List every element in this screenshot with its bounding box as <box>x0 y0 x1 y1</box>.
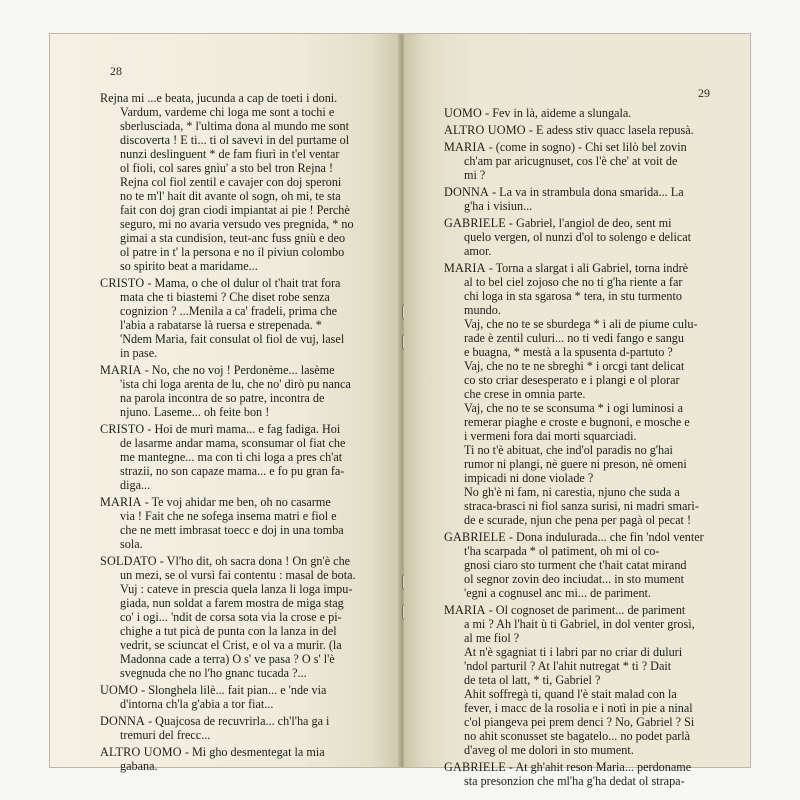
dialogue-paragraph <box>100 276 368 360</box>
line-text: amor. <box>464 244 492 258</box>
line-text: g'ha i visiun... <box>464 199 533 213</box>
dialogue-paragraph <box>100 422 368 492</box>
text-line <box>444 289 734 303</box>
line-text: mi ? <box>464 168 486 182</box>
line-text: mata che ti biastemi ? Che diset robe senza <box>120 290 330 304</box>
line-text: al to bel ciel zojoso che no ti g'ha riente a far <box>464 275 683 289</box>
text-line <box>444 429 734 443</box>
text-line: DONNA - Quajcosa de recuvrirla... ch'l'ha ga i <box>100 714 330 728</box>
speaker-name: MARIA <box>444 261 486 275</box>
line-text: 'Ndem Maria, fait consulat ol fiol de vuj, lasel <box>120 332 345 346</box>
text-line: DONNA - La va in strambula dona smarida... La <box>444 185 684 199</box>
line-text: sberlusciada, * l'ultima dona al mundo me sont <box>120 119 349 133</box>
dialogue-paragraph <box>100 554 368 680</box>
text-line <box>100 332 368 346</box>
line-text: rumor ni plangi, nè guere ni preson, nè omeni <box>464 457 687 471</box>
text-line <box>100 537 368 551</box>
text-line: MARIA - Ol cognoset de pariment... de pariment <box>444 603 686 617</box>
text-line: CRISTO - Hoi de murì mama... e fag fadiga. Hoi <box>100 422 341 436</box>
line-text: 'ndol parturil ? At l'ahit nutregat * ti ? Dait <box>464 659 672 673</box>
text-line <box>444 572 734 586</box>
text-line <box>444 275 734 289</box>
line-text: strazii, no son capaze mama... e fo pu gran fa- <box>120 464 345 478</box>
line-text: gabana. <box>120 759 158 773</box>
left-page <box>50 34 400 773</box>
text-line <box>100 133 368 147</box>
text-line <box>444 499 734 513</box>
text-line <box>100 450 368 464</box>
line-text: no ahit sconusset ste bagatelo... no podet parlà <box>464 729 691 743</box>
text-line <box>444 687 734 701</box>
line-text: t'ha scarpada * ol patiment, oh mi ol co- <box>464 544 660 558</box>
dialogue-paragraph <box>444 106 734 120</box>
line-text: gimai a sta cundision, teut-anc fuss gniù e deo <box>120 231 346 245</box>
text-line <box>100 147 368 161</box>
line-text: fait con doj gran ciodi impiantat ai pie ! Perchè <box>120 203 350 217</box>
text-line <box>100 231 368 245</box>
line-text: d'aveg ol me dolori in sto mument. <box>464 743 634 757</box>
text-line <box>444 168 734 182</box>
line-text: e buagna, * mestà a la spusenta d-partuto ? <box>464 345 673 359</box>
line-text: discoverta ! E ti... ti ol savevi in del purtame ol <box>120 133 350 147</box>
dialogue-paragraph <box>100 745 368 773</box>
text-line <box>100 759 368 773</box>
text-line <box>100 568 368 582</box>
text-line <box>100 119 368 133</box>
text-line <box>100 624 368 638</box>
dialogue-paragraph <box>444 760 734 788</box>
text-line: SOLDATO - Vl'ho dit, oh sacra dona ! On gn'è che <box>100 554 351 568</box>
line-text: Madonna cade a terra) O s' ve pasa ? O s' l'è <box>120 652 335 666</box>
line-text: rade è zentil culuri... no ti vedi fango e sangu <box>464 331 684 345</box>
line-text: Ti no t'è abituat, che ind'ol paradis no g'hai <box>464 443 673 457</box>
line-text: sta presonzion che ml'ha g'ha dedat ol strapa- <box>464 774 685 788</box>
line-text: Fev in là, aideme a slungala. <box>492 106 632 120</box>
dialogue-paragraph <box>444 603 734 757</box>
line-text: E adess stiv quacc lasela repusà. <box>535 123 694 137</box>
dialogue-paragraph <box>444 261 734 527</box>
dialogue-paragraph <box>444 140 734 182</box>
text-line <box>100 391 368 405</box>
line-text: Rejna col fiol zentil e cavajer con doj speroni <box>120 175 342 189</box>
line-text: Vaj, che no te se sburdega * i ali de piume culu- <box>464 317 698 331</box>
text-line <box>444 359 734 373</box>
line-text: ol fioli, col sares gnìu' a sto bel tron Rejna ! <box>120 161 334 175</box>
text-line <box>444 401 734 415</box>
line-text: c'ol piangeva pei prem denci ? No, Gabriel ? Si <box>464 715 695 729</box>
line-text: Slonghela lilè... fait pian... e 'nde via <box>148 683 327 697</box>
left-page-text <box>100 91 368 776</box>
line-text: 'ista chi loga arenta de lu, che no' dirò pu nanca <box>120 377 351 391</box>
text-line: GABRIELE - At gh'ahit reson Maria... perdoname <box>444 760 692 774</box>
text-line <box>100 582 368 596</box>
dialogue-paragraph <box>444 123 734 137</box>
line-text: ch'am par aricugnuset, cos l'è che' at voit de <box>464 154 678 168</box>
dialogue-paragraph <box>100 683 368 711</box>
text-line: UOMO - Slonghela lilè... fait pian... e 'nde via <box>100 683 327 697</box>
text-line <box>100 478 368 492</box>
speaker-name: DONNA <box>444 185 490 199</box>
line-text: diga... <box>120 478 151 492</box>
line-text: At n'è sgagniat ti i labri par no criar di duluri <box>464 645 683 659</box>
line-text: via ! Fait che ne sofega insema matri e fiol e <box>120 509 337 523</box>
line-text: un mezi, se ol vursì fai contentu : masal de bota. <box>120 568 356 582</box>
line-text: cognizion ? ...Menila a ca' fradeli, prima che <box>120 304 338 318</box>
text-line: GABRIELE - Gabriel, l'angiol de deo, sent mi <box>444 216 672 230</box>
line-text: svegnuda che no l'ho gnanc tucada ?... <box>120 666 307 680</box>
line-text: quelo vergen, ol nunzi d'ol to solengo e delicat <box>464 230 692 244</box>
line-text: l'abia a rabatarse là ruersa e strepenada. * <box>120 318 322 332</box>
speaker-name: CRISTO <box>100 422 145 436</box>
text-line <box>100 189 368 203</box>
speaker-name: GABRIELE <box>444 530 506 544</box>
dialogue-paragraph <box>100 495 368 551</box>
line-text: Dona indulurada... che fin 'ndol venter <box>516 530 704 544</box>
speaker-name: CRISTO <box>100 276 145 290</box>
line-text: Quajcosa de recuvrirla... ch'l'ha ga i <box>155 714 330 728</box>
line-text: Vl'ho dit, oh sacra dona ! On gn'è che <box>166 554 351 568</box>
line-text: ol segnor zovin deo inciudat... in sto mument <box>464 572 685 586</box>
text-line <box>100 523 368 537</box>
text-line <box>444 154 734 168</box>
text-line <box>100 666 368 680</box>
text-line: ALTRO UOMO - Mi gho desmentegat la mia <box>100 745 325 759</box>
text-line <box>444 230 734 244</box>
speaker-name: DONNA <box>100 714 146 728</box>
text-line <box>444 373 734 387</box>
line-text: Torna a slargat i ali Gabriel, torna indrè <box>495 261 689 275</box>
line-text: na parola incontra de so patre, incontra de <box>120 391 325 405</box>
line-text: so spirito beat a maridame... <box>120 259 258 273</box>
dialogue-paragraph <box>444 185 734 213</box>
text-line <box>444 513 734 527</box>
text-line <box>444 743 734 757</box>
line-text: Vaj, che no te ne sbreghi * i orcgi tant delicat <box>464 359 685 373</box>
text-line <box>444 558 734 572</box>
text-line <box>444 443 734 457</box>
line-text: de e scurade, njun che pena per pagà ol pecat ! <box>464 513 692 527</box>
text-line <box>100 697 368 711</box>
text-line: CRISTO - Mama, o che ol dulur ol t'hait trat fora <box>100 276 341 290</box>
text-line <box>100 377 368 391</box>
text-line <box>100 245 368 259</box>
line-text: fever, i macc de la rosolia e i notì in pie a ninal <box>464 701 693 715</box>
line-text: seguro, mi no avaria versudo ves pregnida, * no <box>120 217 354 231</box>
speaker-name: MARIA <box>444 140 486 154</box>
line-text: Hoi de murì mama... e fag fadiga. Hoi <box>154 422 341 436</box>
text-line <box>444 485 734 499</box>
line-text: Vuj : cateve in prescia quela lanza li loga impu- <box>120 582 353 596</box>
text-line: ALTRO UOMO - E adess stiv quacc lasela repusà. <box>444 123 694 137</box>
line-text: No, che no voj ! Perdonème... lasème <box>151 363 335 377</box>
text-line <box>444 715 734 729</box>
text-line <box>100 290 368 304</box>
line-text: i vermeni fora dai morti squarciadi. <box>464 429 637 443</box>
line-text: La va in strambula dona smarida... La <box>499 185 684 199</box>
speaker-name: UOMO <box>444 106 483 120</box>
text-line <box>444 331 734 345</box>
line-text: che ne mett imbrasat toecc e doj in una tomba <box>120 523 344 537</box>
text-line <box>444 729 734 743</box>
text-line <box>100 304 368 318</box>
text-line <box>444 345 734 359</box>
text-line <box>444 774 734 788</box>
right-page-text <box>444 106 734 791</box>
speaker-name: ALTRO UOMO <box>444 123 526 137</box>
text-line <box>100 405 368 419</box>
text-line <box>444 415 734 429</box>
text-line <box>100 203 368 217</box>
line-text: Gabriel, l'angiol de deo, sent mi <box>516 216 672 230</box>
text-line <box>100 346 368 360</box>
text-line <box>444 631 734 645</box>
text-line <box>100 175 368 189</box>
line-text: (come in sogno) - Chi set lilò bel zovin <box>495 140 687 154</box>
text-line <box>444 645 734 659</box>
line-text: Ol cognoset de pariment... de pariment <box>495 603 686 617</box>
text-line <box>444 317 734 331</box>
text-line <box>100 91 368 105</box>
speaker-name: UOMO <box>100 683 139 697</box>
speaker-name: MARIA <box>100 363 142 377</box>
text-line <box>444 544 734 558</box>
speaker-name: ALTRO UOMO <box>100 745 182 759</box>
dialogue-paragraph <box>100 714 368 742</box>
text-line <box>444 457 734 471</box>
speaker-name: MARIA <box>444 603 486 617</box>
page-number-left: 28 <box>110 64 122 78</box>
line-text: che crese in omnia parte. <box>464 387 586 401</box>
line-text: impicadi ni done violade ? <box>464 471 594 485</box>
text-line <box>100 652 368 666</box>
text-line <box>444 673 734 687</box>
line-text: remerar piaghe e croste e bugnoni, e mosche e <box>464 415 690 429</box>
text-line <box>444 586 734 600</box>
text-line <box>444 244 734 258</box>
line-text: straca-brasci ni fiol sanza surisi, ni madri smarì- <box>464 499 699 513</box>
dialogue-paragraph <box>100 363 368 419</box>
line-text: chi loga in sta sgarosa * tera, in stu turmento <box>464 289 682 303</box>
line-text: njuno. Laseme... oh feite bon ! <box>120 405 270 419</box>
line-text: At gh'ahit reson Maria... perdoname <box>515 760 692 774</box>
speaker-name: SOLDATO <box>100 554 157 568</box>
line-text: Rejna mi ...e beata, jucunda a cap de toeti i doni. <box>100 91 338 105</box>
text-line: MARIA - (come in sogno) - Chi set lilò bel zovin <box>444 140 687 154</box>
line-text: Vardum, vardeme chi loga me sont a tochi e <box>120 105 335 119</box>
text-line <box>100 436 368 450</box>
line-text: de lasarme andar mama, sconsumar ol fiat che <box>120 436 346 450</box>
line-text: mundo. <box>464 303 501 317</box>
line-text: ol patre in t' la persona e no il piviun colombo <box>120 245 345 259</box>
line-text: 'egni a cognusel anc mi... de pariment. <box>464 586 651 600</box>
text-line <box>100 638 368 652</box>
text-line <box>444 701 734 715</box>
text-line: MARIA - Te voj ahidar me ben, oh no casarme <box>100 495 331 509</box>
text-line: MARIA - No, che no voj ! Perdonème... lasème <box>100 363 335 377</box>
text-line <box>444 617 734 631</box>
speaker-name: MARIA <box>100 495 142 509</box>
right-page <box>404 34 750 788</box>
line-text: de teta ol latt, * ti, Gabriel ? <box>464 673 601 687</box>
line-text: Mama, o che ol dulur ol t'hait trat fora <box>154 276 341 290</box>
line-text: me mantegne... ma con ti chi loga a pres ch'at <box>120 450 343 464</box>
line-text: nunzi deslinguent * de fam fiurì in t'el ventar <box>120 147 340 161</box>
text-line <box>444 659 734 673</box>
dialogue-paragraph <box>444 216 734 258</box>
line-text: a mi ? Ah l'hait ù ti Gabriel, in dol venter grosì, <box>464 617 695 631</box>
speaker-name: GABRIELE <box>444 760 506 774</box>
page-number-right: 29 <box>698 86 710 100</box>
line-text: giada, nun soldat a farem mostra de miga stag <box>120 596 344 610</box>
text-line <box>100 318 368 332</box>
line-text: in pase. <box>120 346 158 360</box>
dialogue-paragraph <box>100 91 368 273</box>
text-line <box>100 217 368 231</box>
line-text: Vaj, che no te se sconsuma * i ogi luminosi a <box>464 401 683 415</box>
line-text: Mi gho desmentegat la mia <box>191 745 325 759</box>
line-text: d'intorna ch'la g'abia a tor fiat... <box>120 697 274 711</box>
text-line: MARIA - Torna a slargat i ali Gabriel, torna indrè <box>444 261 689 275</box>
line-text: vedrit, se sciuncat el Crist, e ol va a murir. (la <box>120 638 342 652</box>
text-line <box>444 303 734 317</box>
line-text: al me fiol ? <box>464 631 520 645</box>
line-text: co sto criar desesperato e i plangi e ol plorar <box>464 373 680 387</box>
line-text: chighe a tut picà de punta con la lanza in del <box>120 624 337 638</box>
text-line <box>100 509 368 523</box>
text-line <box>444 387 734 401</box>
line-text: Te voj ahidar me ben, oh no casarme <box>151 495 331 509</box>
text-line: UOMO - Fev in là, aideme a slungala. <box>444 106 632 120</box>
line-text: No gh'è ni fam, ni carestia, njuno che suda a <box>464 485 680 499</box>
text-line <box>100 161 368 175</box>
text-line <box>100 596 368 610</box>
text-line: GABRIELE - Dona indulurada... che fin 'ndol venter <box>444 530 704 544</box>
open-book <box>50 34 750 788</box>
text-line <box>100 259 368 273</box>
text-line <box>100 728 368 742</box>
line-text: Ahit soffregà ti, quand l'è stait malad con la <box>464 687 677 701</box>
line-text: co' i ogi... 'ndit de corsa sota via la crose e pi- <box>120 610 342 624</box>
text-line <box>100 610 368 624</box>
line-text: no te m'l' hait dit avante ol sogn, oh mi, te sta <box>120 189 341 203</box>
line-text: sola. <box>120 537 143 551</box>
line-text: gnosi ciaro sto turment che t'hait catat mirand <box>464 558 687 572</box>
text-line <box>444 471 734 485</box>
speaker-name: GABRIELE <box>444 216 506 230</box>
dialogue-paragraph <box>444 530 734 600</box>
text-line <box>444 199 734 213</box>
text-line <box>100 105 368 119</box>
text-line <box>100 464 368 478</box>
line-text: tremuri del frecc... <box>120 728 211 742</box>
